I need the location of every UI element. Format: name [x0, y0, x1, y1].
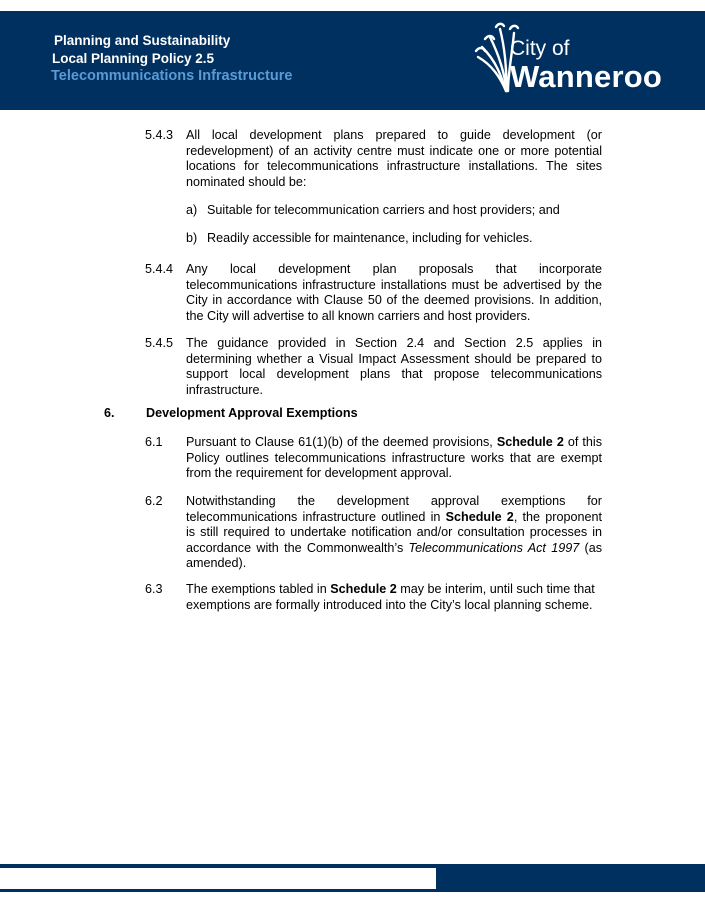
- section-number: 6.: [104, 406, 115, 420]
- logo-city-of-text: City of: [510, 37, 570, 60]
- logo-wanneroo-text: Wanneroo: [510, 59, 662, 94]
- schedule-2-reference: Schedule 2: [445, 509, 514, 524]
- footer-right-panel: [436, 868, 705, 889]
- clause-number: 5.4.5: [145, 336, 174, 350]
- page-header: [0, 11, 705, 110]
- clause-number: 6.1: [145, 435, 163, 449]
- schedule-2-reference: Schedule 2: [330, 582, 397, 596]
- clause-text: The guidance provided in Section 2.4 and Section 2.5 applies in determining whether a Visual Impact Assessment should be prepared to support local development plans that propose telecommunications infrastructure.: [186, 336, 602, 397]
- clause-number: 6.2: [145, 494, 163, 508]
- clause-text: Pursuant to Clause 61(1)(b) of the deemed provisions, Schedule 2 of this Policy outlines telecommunications infrastructure works that are exempt from the requirement for development approval.: [186, 435, 602, 480]
- clause-text: All local development plans prepared to guide development (or redevelopment) of an activity centre must indicate one or more potential locations for telecommunications infrastructure installations. The sites nominated should be:: [186, 128, 602, 189]
- schedule-2-reference: Schedule 2: [496, 435, 564, 449]
- header-policy-number: Local Planning Policy 2.5: [52, 51, 215, 66]
- clause-text: Any local development plan proposals that incorporate telecommunications infrastructure installations must be advertised by the City in accordance with Clause 50 of the deemed provisions. In addition, the City will advertise to all known carriers and host providers.: [186, 262, 602, 323]
- footer-rule-bottom: [0, 889, 705, 892]
- clause-number: 5.4.3: [145, 128, 174, 142]
- city-of-wanneroo-logo: [470, 17, 675, 101]
- list-item-text: Readily accessible for maintenance, including for vehicles.: [207, 231, 533, 245]
- footer-left-panel: [0, 868, 436, 889]
- act-title: Telecommunications Act 1997: [408, 540, 580, 555]
- header-department: Planning and Sustainability: [54, 33, 231, 48]
- clause-number: 6.3: [145, 582, 163, 596]
- section-heading: Development Approval Exemptions: [146, 406, 358, 420]
- list-item-label: b): [186, 231, 198, 245]
- clause-number: 5.4.4: [145, 262, 174, 276]
- clause-text: Notwithstanding the development approval exemptions for telecommunications infrastructure outlined in Schedule 2, the proponent is still required to undertake notification and/or consultation processes in accordance with the Commonwealth’s Telecommunications Act 1997 (as amended).: [186, 494, 603, 570]
- header-policy-topic: Telecommunications Infrastructure: [51, 68, 293, 84]
- list-item-text: Suitable for telecommunication carriers and host providers; and: [207, 203, 560, 217]
- list-item-label: a): [186, 203, 198, 217]
- clause-text: The exemptions tabled in Schedule 2 may be interim, until such time that exemptions are formally introduced into the City’s local planning scheme.: [186, 582, 595, 612]
